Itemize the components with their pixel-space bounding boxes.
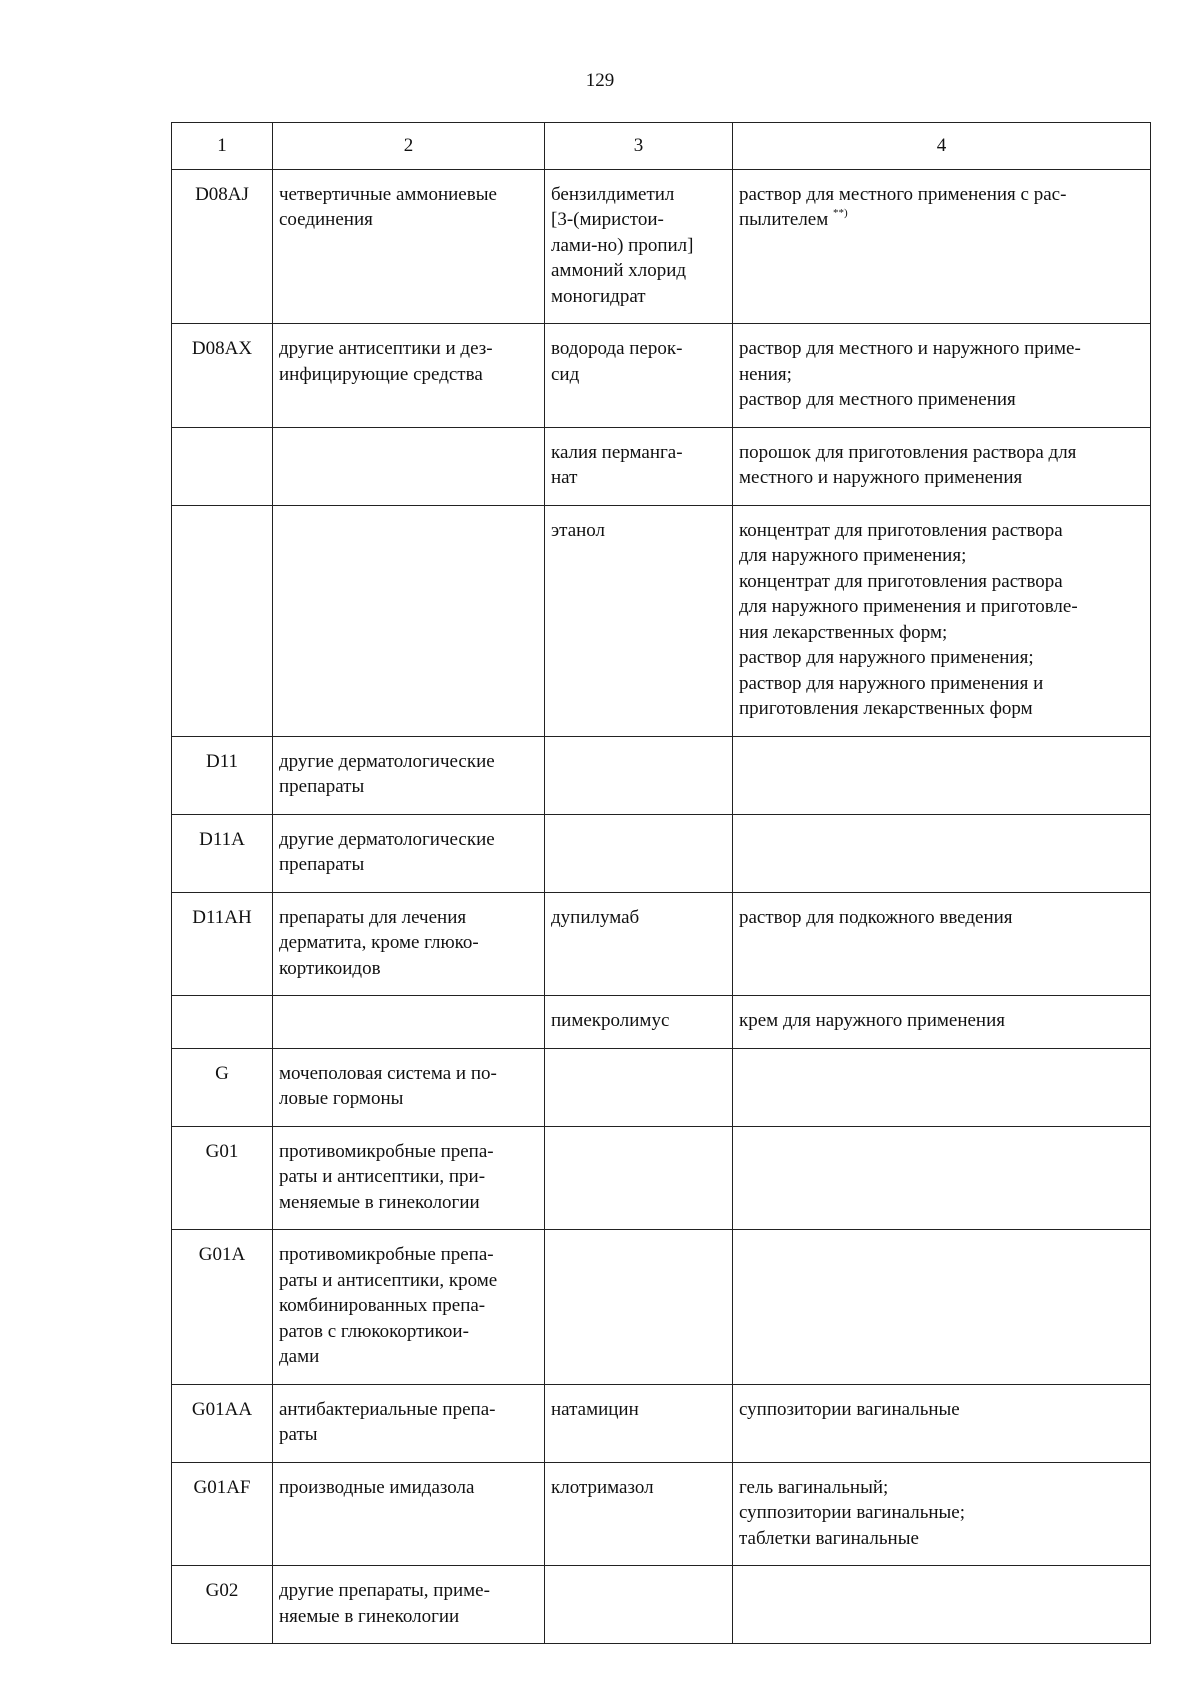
atc-code-cell: D11 (172, 736, 273, 814)
atc-code-cell: D08AJ (172, 169, 273, 324)
cell-line: препараты для лечения (279, 906, 467, 928)
column-header-group: 2 (273, 123, 545, 170)
substance-cell (545, 1384, 733, 1462)
cell-line: концентрат для приготовления раствора (739, 570, 1063, 592)
atc-code-cell: G (172, 1048, 273, 1126)
dosage-forms-cell (733, 892, 1151, 996)
column-header-forms: 4 (733, 123, 1151, 170)
dosage-forms-cell (733, 1566, 1151, 1644)
group-name-cell (273, 814, 545, 892)
cell-line: моногидрат (551, 285, 646, 307)
table-row (172, 1048, 1151, 1126)
group-name-cell (273, 1230, 545, 1385)
group-name-cell (273, 1048, 545, 1126)
cell-line: соединения (279, 209, 373, 230)
group-name-cell (273, 1462, 545, 1566)
cell-line: крем для наружного применения (739, 1010, 1006, 1031)
table-row (172, 324, 1151, 428)
group-name-cell (273, 1566, 545, 1644)
group-name-cell (273, 324, 545, 428)
table-row (172, 1462, 1151, 1566)
cell-line: лами-но) пропил] (551, 234, 694, 256)
cell-line: препараты (279, 854, 365, 875)
cell-line: ратов с глюкокортикои- (279, 1320, 469, 1342)
group-name-cell (273, 1384, 545, 1462)
cell-line: кортикоидов (279, 957, 381, 979)
group-name-cell (273, 169, 545, 324)
cell-line: бензилдиметил (551, 183, 675, 205)
substance-cell (545, 736, 733, 814)
table-row (172, 427, 1151, 505)
cell-line: для наружного применения и приготовле- (739, 596, 1078, 617)
cell-line: меняемые в гинекологии (279, 1191, 480, 1213)
cell-line: дупилумаб (551, 906, 640, 928)
substance-cell (545, 996, 733, 1049)
cell-line: клотримазол (551, 1476, 654, 1498)
dosage-forms-cell (733, 169, 1151, 324)
cell-line: дами (279, 1346, 320, 1367)
atc-code-cell: G01 (172, 1126, 273, 1230)
cell-line: раствор для наружного применения и (739, 672, 1044, 694)
cell-line: другие препараты, приме- (279, 1580, 490, 1601)
dosage-forms-cell (733, 996, 1151, 1049)
substance-cell (545, 892, 733, 996)
table-header-row (172, 123, 1151, 170)
substance-cell (545, 324, 733, 428)
substance-cell (545, 814, 733, 892)
table-row (172, 1384, 1151, 1462)
atc-code-cell: G01AA (172, 1384, 273, 1462)
cell-line: раствор для местного применения с рас- (739, 183, 1067, 205)
cell-line: концентрат для приготовления раствора (739, 519, 1063, 541)
atc-code-cell: D08AX (172, 324, 273, 428)
cell-line-with-note (739, 207, 1144, 233)
dosage-forms-cell (733, 427, 1151, 505)
dosage-forms-cell (733, 1462, 1151, 1566)
cell-line: суппозитории вагинальные; (739, 1502, 966, 1523)
cell-line: порошок для приготовления раствора для (739, 441, 1077, 463)
column-header-substance: 3 (545, 123, 733, 170)
cell-line: сид (551, 363, 580, 385)
cell-line: калия перманга- (551, 441, 683, 463)
cell-line: четвертичные аммониевые (279, 183, 497, 205)
substance-cell (545, 1230, 733, 1385)
cell-line: раты (279, 1424, 318, 1445)
dosage-forms-cell (733, 1230, 1151, 1385)
cell-line: таблетки вагинальные (739, 1527, 919, 1549)
cell-line: препараты (279, 776, 365, 797)
atc-code-cell (172, 505, 273, 736)
group-name-cell (273, 505, 545, 736)
cell-line: няемые в гинекологии (279, 1605, 460, 1627)
cell-line: комбинированных препа- (279, 1295, 486, 1316)
cell-line: инфицирующие средства (279, 363, 483, 385)
cell-line: для наружного применения; (739, 545, 967, 566)
cell-line: гель вагинальный; (739, 1476, 889, 1498)
cell-line: противомикробные препа- (279, 1140, 494, 1162)
cell-line: раты и антисептики, при- (279, 1166, 486, 1187)
table-row (172, 996, 1151, 1049)
cell-line: этанол (551, 519, 606, 541)
footnote-marker: **) (833, 207, 848, 219)
medicines-table (171, 122, 1151, 1644)
atc-code-cell: D11AH (172, 892, 273, 996)
cell-line: противомикробные препа- (279, 1244, 494, 1265)
cell-line: аммоний хлорид (551, 260, 687, 281)
atc-code-cell: G01AF (172, 1462, 273, 1566)
atc-code-cell: D11A (172, 814, 273, 892)
table-row (172, 814, 1151, 892)
table-row (172, 736, 1151, 814)
dosage-forms-cell (733, 1384, 1151, 1462)
cell-line: другие дерматологические (279, 828, 495, 850)
cell-line: [3-(миристои- (551, 209, 664, 230)
group-name-cell (273, 892, 545, 996)
cell-line: раствор для местного применения (739, 389, 1016, 410)
cell-line: нат (551, 467, 578, 488)
page-number: 129 (585, 70, 615, 91)
dosage-forms-cell (733, 324, 1151, 428)
group-name-cell (273, 996, 545, 1049)
cell-line: приготовления лекарственных форм (739, 698, 1033, 719)
cell-line: раствор для подкожного введения (739, 906, 1013, 928)
substance-cell (545, 1048, 733, 1126)
dosage-forms-cell (733, 736, 1151, 814)
cell-line: ния лекарственных форм; (739, 621, 948, 643)
group-name-cell (273, 736, 545, 814)
cell-line-text: пылителем (739, 209, 829, 230)
cell-line: дерматита, кроме глюко- (279, 932, 479, 953)
dosage-forms-cell (733, 1126, 1151, 1230)
dosage-forms-cell (733, 505, 1151, 736)
substance-cell (545, 427, 733, 505)
atc-code-cell (172, 427, 273, 505)
atc-code-cell: G02 (172, 1566, 273, 1644)
substance-cell (545, 1126, 733, 1230)
substance-cell (545, 1462, 733, 1566)
table-row (172, 892, 1151, 996)
cell-line: другие антисептики и дез- (279, 338, 493, 359)
cell-line: водорода перок- (551, 338, 683, 359)
substance-cell (545, 1566, 733, 1644)
table-row (172, 1566, 1151, 1644)
cell-line: местного и наружного применения (739, 467, 1023, 488)
cell-line: нения; (739, 363, 792, 385)
dosage-forms-cell (733, 1048, 1151, 1126)
substance-cell (545, 505, 733, 736)
cell-line: суппозитории вагинальные (739, 1398, 960, 1420)
cell-line: раствор для местного и наружного приме- (739, 338, 1081, 359)
cell-line: ловые гормоны (279, 1088, 404, 1109)
cell-line: производные имидазола (279, 1476, 475, 1498)
table-row (172, 169, 1151, 324)
table-row (172, 1230, 1151, 1385)
cell-line: раты и антисептики, кроме (279, 1269, 498, 1291)
group-name-cell (273, 427, 545, 505)
substance-cell (545, 169, 733, 324)
dosage-forms-cell (733, 814, 1151, 892)
cell-line: натамицин (551, 1398, 639, 1420)
table-row (172, 1126, 1151, 1230)
cell-line: пимекролимус (551, 1010, 670, 1031)
group-name-cell (273, 1126, 545, 1230)
cell-line: мочеполовая система и по- (279, 1062, 497, 1084)
cell-line: антибактериальные препа- (279, 1398, 496, 1420)
cell-line: другие дерматологические (279, 750, 495, 772)
cell-line: раствор для наружного применения; (739, 647, 1034, 668)
table-row (172, 505, 1151, 736)
atc-code-cell: G01A (172, 1230, 273, 1385)
atc-code-cell (172, 996, 273, 1049)
column-header-code: 1 (172, 123, 273, 170)
